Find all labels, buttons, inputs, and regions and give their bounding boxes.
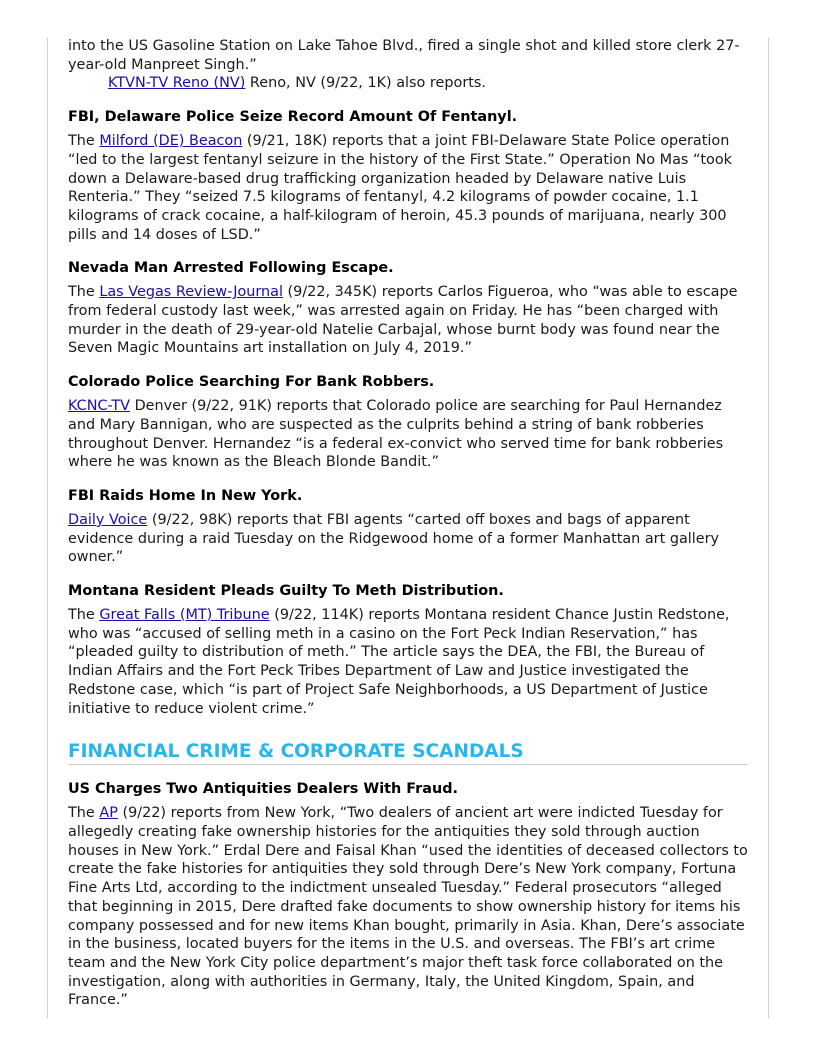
intro-paragraph: into the US Gasoline Station on Lake Tahoe Blvd., fired a single shot and killed store clerk 27-year-old Manpreet Singh.” [68,38,740,73]
article-headline: Colorado Police Searching For Bank Robbers. [68,374,435,391]
right-margin-rule [768,38,769,1018]
ktvn-link[interactable]: KTVN-TV Reno (NV) [108,75,246,92]
also-reports-line [68,74,748,93]
article-body: The AP (9/22) reports from New York, “Two dealers of ancient art were indicted Tuesday for allegedly creating fake ownership histories for the antiquities they sold through auction houses in New York.” Erdal Dere and Faisal Khan “used the identities of deceased collectors to create the fake histories for antiquities they sold through Dere’s New York company, Fortuna Fine Arts Ltd, according to the indictment unsealed Tuesday.” Federal prosecutors “alleged that beginning in 2015, Dere drafted fake documents to show ownership history for items his company possessed and for new items Khan bought, primarily in Asia. Khan, Dere’s associate in the business, located buyers for the items in the U.S. and overseas. The FBI’s art crime team and the New York City police department’s major theft task force collaborated on the investigation, along with authorities in Germany, Italy, the United Kingdom, Spain, and France.” [68,805,748,1009]
article-body: The Las Vegas Review-Journal (9/22, 345K) reports Carlos Figueroa, who “was able to escape from federal custody last week,” was arrested again on Friday. He has “been charged with murder in the death of 29-year-old Natelie Carbajal, whose burnt body was found near the Seven Magic Mountains art installation on July 4, 2019.” [68,284,738,357]
also-reports-text: Reno, NV (9/22, 1K) also reports. [245,75,486,92]
article-headline: Nevada Man Arrested Following Escape. [68,260,394,277]
article-headline: FBI Raids Home In New York. [68,487,303,504]
source-link[interactable]: Las Vegas Review-Journal [99,284,283,301]
newsletter-page [68,37,748,1010]
article-headline: Montana Resident Pleads Guilty To Meth Distribution. [68,583,504,600]
article-body: KCNC-TV Denver (9/22, 91K) reports that Colorado police are searching for Paul Hernandez and Mary Bannigan, who are suspected as the culprits behind a string of bank robberies throughout Denver. Hernandez “is a federal ex-convict who served time for bank robberies where he was known as the Bleach Blonde Bandit.” [68,398,724,471]
article-headline: US Charges Two Antiquities Dealers With Fraud. [68,781,459,798]
source-link[interactable]: KCNC-TV [68,398,131,415]
article-headline: FBI, Delaware Police Seize Record Amount Of Fentanyl. [68,109,518,126]
section-heading: FINANCIAL CRIME & CORPORATE SCANDALS [68,740,748,765]
article-body: The Milford (DE) Beacon (9/21, 18K) reports that a joint FBI-Delaware State Police operation “led to the largest fentanyl seizure in the history of the First State.” Operation No Mas “took down a Delaware-based drug trafficking organization headed by Delaware native Luis Renteria.” They “seized 7.5 kilograms of fentanyl, 4.2 kilograms of powder cocaine, 1.1 kilograms of crack cocaine, a half-kilogram of heroin, 45.3 pounds of marijuana, nearly 300 pills and 14 doses of LSD.” [68,133,732,243]
source-link[interactable]: Milford (DE) Beacon [99,133,243,150]
source-link[interactable]: AP [99,805,118,822]
article-body: The Great Falls (MT) Tribune (9/22, 114K) reports Montana resident Chance Justin Redstone, who was “accused of selling meth in a casino on the Fort Peck Indian Reservation,” has “pleaded guilty to distribution of meth.” The article says the DEA, the FBI, the Bureau of Indian Affairs and the Fort Peck Tribes Department of Law and Justice investigated the Redstone case, which “is part of Project Safe Neighborhoods, a US Department of Justice initiative to reduce violent crime.” [68,607,730,717]
left-margin-rule [47,38,48,1018]
article-body: Daily Voice (9/22, 98K) reports that FBI agents “carted off boxes and bags of apparent evidence during a raid Tuesday on the Ridgewood home of a former Manhattan art gallery owner.” [68,511,720,566]
source-link[interactable]: Daily Voice [68,511,148,528]
source-link[interactable]: Great Falls (MT) Tribune [99,607,270,624]
